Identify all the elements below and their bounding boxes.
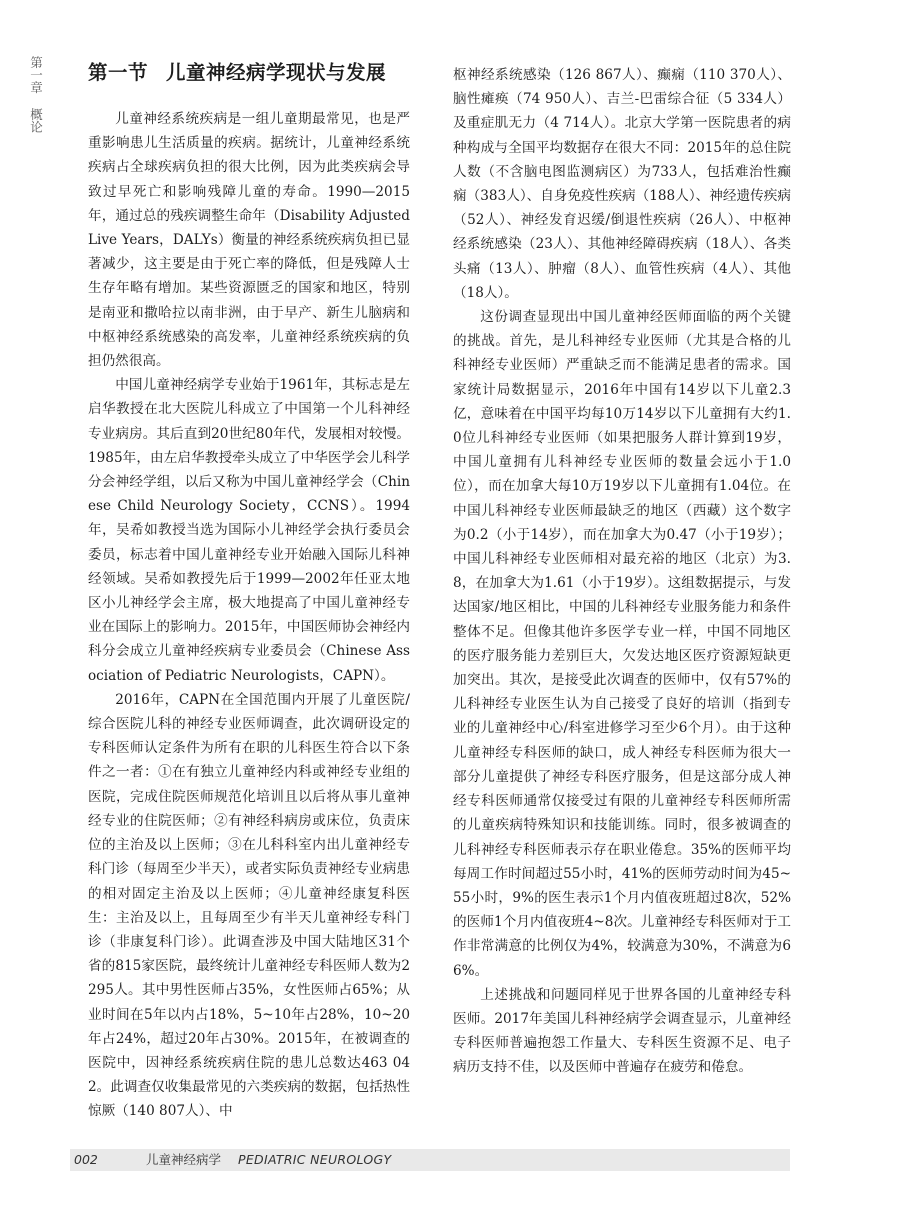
paragraph-history: 中国儿童神经病学专业始于1961年，其标志是左启华教授在北大医院儿科成立了中国第一个儿科神经专业病房。其后直到20世纪80年代，发展相对较慢。1985年，由左启华教授牵头成立了中华医学会儿科学分会神经学组，以后又称为中国儿童神经学会（Chinese Child Neurology Society，CCNS）。1994年，吴希如教授当选为国际小儿神经学会执行委员会委员，标志着中国儿童神经专业开始融入国际儿科神经领域。吴希如教授先后于1999—2002年任亚太地区小儿神经学会主席，极大地提高了中国儿童神经专业在国际上的影响力。2015年，中国医师协会神经内科分会成立儿童神经疾病专业委员会（Chinese Association of Pediatric Neurologists，CAPN）。 [88, 377, 410, 684]
page-number: 002 [74, 1152, 98, 1167]
paragraph-survey-continued: 枢神经系统感染（126 867人）、癫痫（110 370人）、脑性瘫痪（74 950人）、吉兰-巴雷综合征（5 334人）及重症肌无力（4 714人）。北京大学第一医院患者的病种构成与全国平均数据存在很大不同：2015年的总住院人数（不含脑电图监测病区）为733人，包括难治性癫痫（383人）、自身免疫性疾病（188人）、神经遗传疾病（52人）、神经发育迟缓/倒退性疾病（26人）、中枢神经系统感染（23人）、其他神经障碍疾病（18人）、各类头痛（13人）、肿瘤（8人）、血管性疾病（4人）、其他（18人）。 [453, 67, 791, 301]
book-title: 儿童神经病学 [146, 1152, 222, 1167]
section-title: 儿童神经病学现状与发展 [166, 61, 387, 84]
chapter-label: 第一章 [28, 56, 44, 94]
paragraph-survey: 2016年，CAPN在全国范围内开展了儿童医院/综合医院儿科的神经专业医师调查，此次调研设定的专科医师认定条件为所有在职的儿科医生符合以下条件之一者：①在有独立儿童神经内科或神经专业组的医院，完成住院医师规范化培训且以后将从事儿童神经专业的住院医师；②有神经科病房或床位，负责床位的主治及以上医师；③在儿科科室内出儿童神经专科门诊（每周至少半天），或者实际负责神经专业病患的相对固定主治及以上医师；④儿童神经康复科医生：主治及以上，且每周至少有半天儿童神经专科门诊（非康复科门诊）。此调查涉及中国大陆地区31个省的815家医院，最终统计儿童神经专科医师人数为2 295人。其中男性医师占35%，女性医师占65%；从业时间在5年以内占18%，5~10年占28%，10~20年占24%，超过20年占30%。2015年，在被调查的医院中，因神经系统疾病住院的患儿总数达463 042。此调查仅收集最常见的六类疾病的数据，包括热性惊厥（140 807人）、中 [88, 691, 410, 1120]
paragraph-challenges: 这份调查显现出中国儿童神经医师面临的两个关键的挑战。首先，是儿科神经专业医师（尤其是合格的儿科神经专业医师）严重缺乏而不能满足患者的需求。国家统计局数据显示，2016年中国有14岁以下儿童2.3亿，意味着在中国平均每10万14岁以下儿童拥有大约1.0位儿科神经专业医师（如果把服务人群计算到19岁，中国儿童拥有儿科神经专业医师的数量会远小于1.0位），而在加拿大每10万19岁以下儿童拥有1.04位。在中国儿科神经专业医师最缺乏的地区（西藏）这个数字为0.2（小于14岁），而在加拿大为0.47（小于19岁）；中国儿科神经专业医师相对最充裕的地区（北京）为3.8，在加拿大为1.61（小于19岁）。这组数据提示，与发达国家/地区相比，中国的儿科神经专业服务能力和条件整体不足。但像其他许多医学专业一样，中国不同地区的医疗服务能力差别巨大，欠发达地区医疗资源短缺更加突出。其次，是接受此次调查的医师中，仅有57%的儿科神经专业医生认为自己接受了良好的培训（指到专业的儿童神经中心/科室进修学习至少6个月）。由于这种儿童神经专科医师的缺口，成人神经专科医师为很大一部分儿童提供了神经专科医疗服务，但是这部分成人神经专科医师通常仅接受过有限的儿童神经专科医师所需的儿童疾病特殊知识和技能训练。同时，很多被调查的儿科神经专科医师表示存在职业倦怠。35%的医师平均每周工作时间超过55小时，41%的医师劳动时间为45~55小时，9%的医生表示1个月内值夜班超过8次，52%的医师1个月内值夜班4~8次。儿童神经专科医师对于工作非常满意的比例仅为4%，较满意为30%，不满意为66%。 [453, 309, 791, 979]
paragraph-worldwide: 上述挑战和问题同样见于世界各国的儿童神经专科医师。2017年美国儿科神经病学会调查显示，儿童神经专科医师普遍抱怨工作量大、专科医生资源不足、电子病历支持不佳，以及医师中普遍存在疲劳和倦怠。 [453, 986, 791, 1076]
right-column [453, 63, 791, 1080]
book-title-english: PEDIATRIC NEUROLOGY [238, 1152, 392, 1167]
section-heading [88, 57, 410, 89]
section-label: 概论 [28, 107, 44, 133]
left-column [88, 57, 410, 1124]
paragraph-burden: 儿童神经系统疾病是一组儿童期最常见，也是严重影响患儿生活质量的疾病。据统计，儿童神经系统疾病占全球疾病负担的很大比例，因为此类疾病会导致过早死亡和影响残障儿童的寿命。1990—2015年，通过总的残疾调整生命年（Disability Adjusted Live Years，DALYs）衡量的神经系统疾病负担已显著减少，这主要是由于死亡率的降低，但是残障人士生存年略有增加。某些资源匮乏的国家和地区，特别是南亚和撒哈拉以南非洲，由于早产、新生儿脑病和中枢神经系统感染的高发率，儿童神经系统疾病的负担仍然很高。 [88, 111, 410, 370]
chapter-side-tab [24, 56, 48, 137]
section-number: 第一节 [88, 61, 149, 84]
page-footer [70, 1149, 790, 1171]
